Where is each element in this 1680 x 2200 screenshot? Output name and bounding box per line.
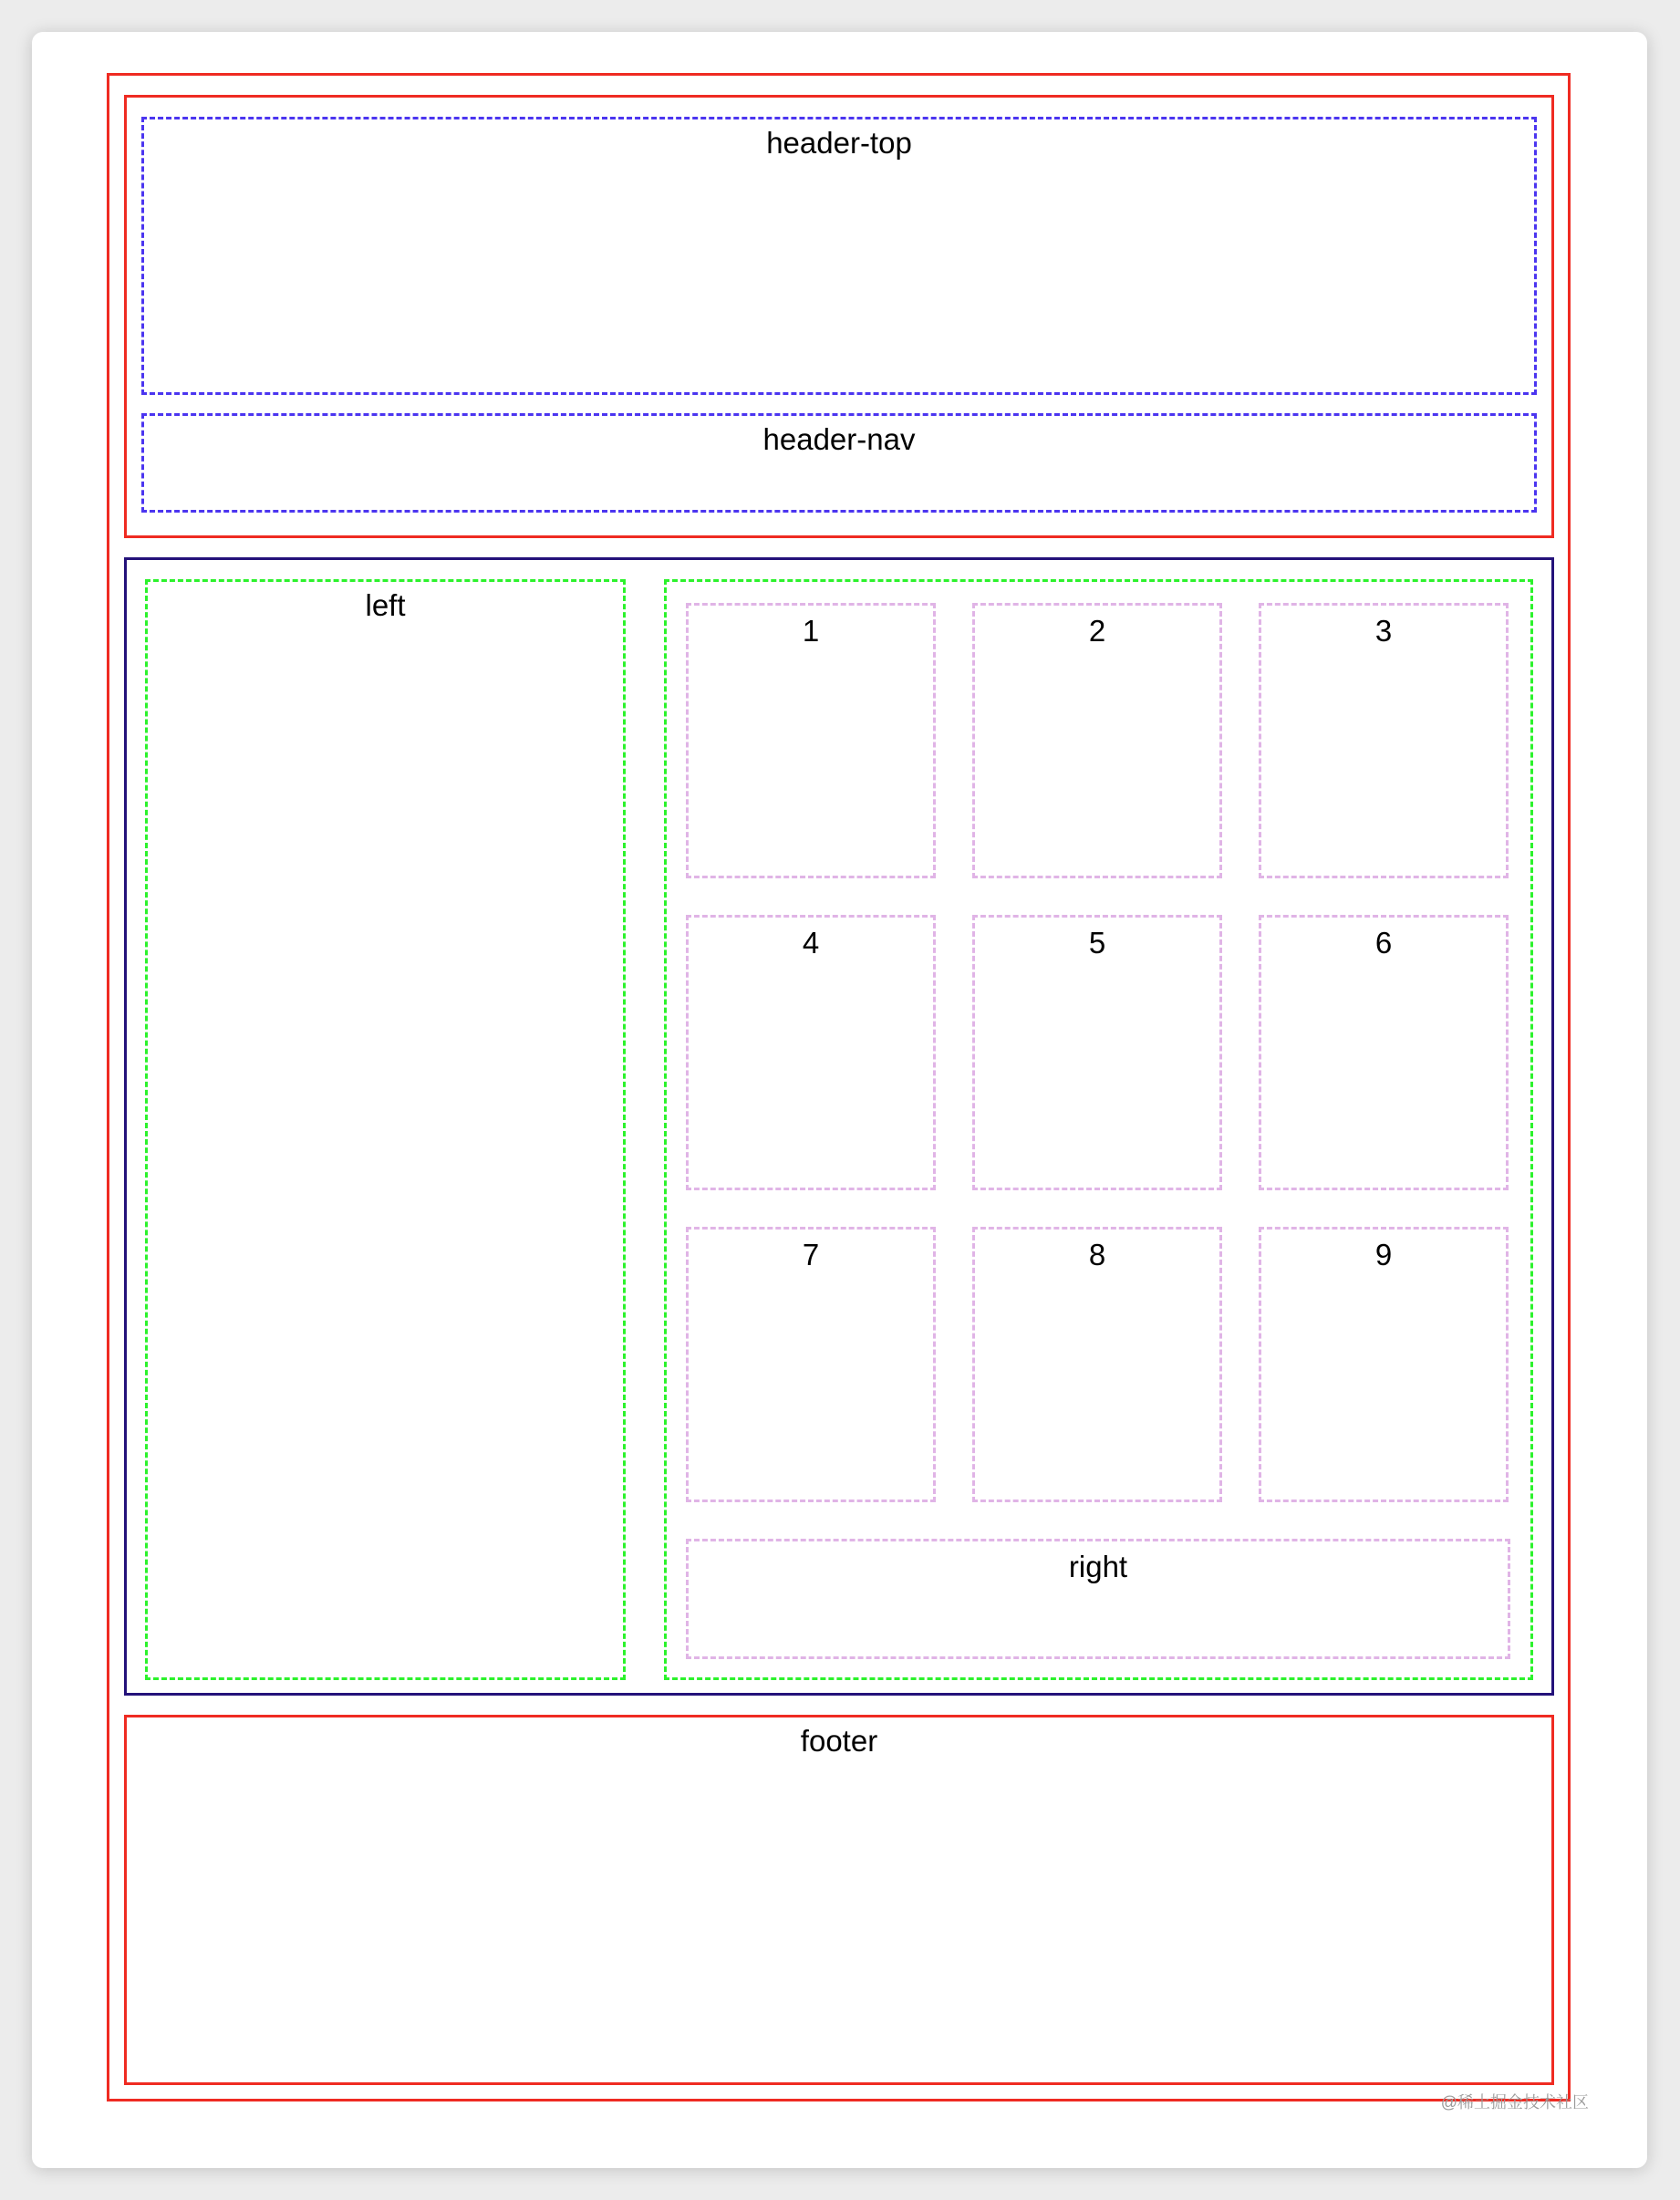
- page-card: [32, 32, 1647, 2168]
- grid-cell-label: 8: [1088, 1238, 1106, 1271]
- footer-container: [124, 1715, 1554, 2085]
- watermark: @稀土掘金技术社区: [1440, 2093, 1589, 2112]
- grid-cell-3: [1259, 603, 1509, 878]
- grid-cell-label: 5: [1088, 926, 1106, 960]
- grid-cell-1: [686, 603, 936, 878]
- grid-cell-label: 1: [802, 614, 820, 648]
- grid-cell-2: [972, 603, 1222, 878]
- grid-cell-label: 7: [802, 1238, 820, 1271]
- header-top-label: header-top: [766, 126, 912, 160]
- grid-cell-5: [972, 915, 1222, 1190]
- header-top-box: [141, 117, 1537, 395]
- grid-cell-4: [686, 915, 936, 1190]
- grid-cell-label: 4: [802, 926, 820, 960]
- grid-cell-label: 2: [1088, 614, 1106, 648]
- grid-cell-label: 3: [1374, 614, 1393, 648]
- grid-cell-8: [972, 1227, 1222, 1502]
- left-column: [145, 579, 626, 1680]
- header-nav-box: [141, 413, 1537, 513]
- right-label: right: [1068, 1550, 1128, 1583]
- grid-cell-label: 9: [1374, 1238, 1393, 1271]
- header-nav-label: header-nav: [762, 422, 916, 456]
- grid-cell-9: [1259, 1227, 1509, 1502]
- grid-cell-label: 6: [1374, 926, 1393, 960]
- grid-cell-6: [1259, 915, 1509, 1190]
- right-bottom-box: [686, 1539, 1510, 1659]
- left-label: left: [365, 588, 406, 622]
- grid-cell-7: [686, 1227, 936, 1502]
- footer-label: footer: [800, 1724, 878, 1758]
